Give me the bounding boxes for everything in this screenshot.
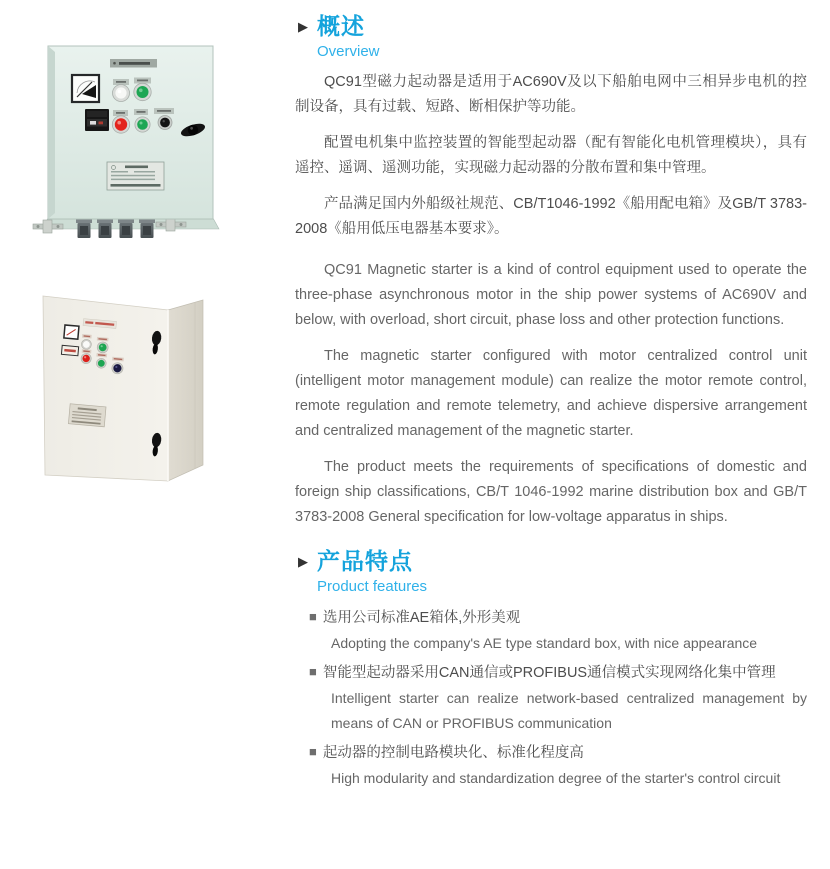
feature-item	[309, 660, 807, 736]
warning-label	[61, 345, 78, 355]
overview-title-en: Overview	[317, 43, 380, 60]
green-pushbutton-2	[135, 117, 150, 132]
feature-label-zh: 选用公司标准AE箱体,外形美观	[322, 610, 521, 626]
feature-label-zh: 智能型起动器采用CAN通信或PROFIBUS通信模式实现网络化集中管理	[322, 665, 776, 681]
feature-text-en: High modularity and standardization degree of the starter's control circuit	[331, 770, 781, 786]
feature-text-en: Intelligent starter can realize network-based centralized management by means of CAN or PROFIBUS communication	[331, 690, 807, 731]
feature-item	[309, 605, 807, 656]
features-section	[295, 547, 807, 791]
ammeter	[64, 325, 79, 339]
ammeter	[72, 75, 99, 102]
overview-paragraph-zh-2: 配置电机集中监控装置的智能型起动器（配有智能化电机管理模块），具有遥控、遥调、遥测功能，实现磁力起动器的分散布置和集中管理。	[295, 135, 807, 176]
nameplate	[68, 404, 106, 427]
feature-label-zh: 起动器的控制电路模块化、标准化程度高	[322, 745, 584, 761]
triangle-marker-icon: ▶	[298, 554, 308, 569]
overview-paragraph-zh-1: QC91型磁力起动器是适用于AC690V及以下船舶电网中三相异步电机的控制设备，具有过载、短路、断相保护等功能。	[295, 74, 807, 115]
white-pushbutton	[113, 85, 130, 102]
green-pushbutton	[134, 83, 151, 100]
overview-paragraph-en-2: The magnetic starter configured with motor centralized control unit (intelligent motor management module) can realize the motor remote control, remote regulation and remote telemetry, and achieve dispersive arrangement and centralized management of the magnetic starter.	[295, 348, 807, 439]
square-bullet-icon: ■	[309, 664, 317, 679]
product-photo-angled-view	[35, 285, 235, 490]
overview-section	[295, 12, 807, 530]
triangle-marker-icon: ▶	[298, 19, 308, 34]
overview-header	[298, 12, 807, 61]
square-bullet-icon: ■	[309, 744, 317, 759]
features-header	[298, 547, 807, 596]
overview-body	[295, 70, 807, 530]
features-list	[309, 605, 807, 791]
content-column	[295, 12, 807, 795]
cabinet-top-label	[110, 59, 157, 68]
product-photo-front-view	[30, 40, 250, 252]
feature-item	[309, 740, 807, 791]
red-pushbutton	[112, 116, 129, 133]
square-bullet-icon: ■	[309, 609, 317, 624]
breaker-device	[85, 109, 109, 131]
feature-text-zh	[309, 740, 807, 766]
feature-text-zh	[309, 605, 807, 631]
black-pushbutton	[158, 116, 172, 130]
overview-paragraph-en-3: The product meets the requirements of specifications of domestic and foreign ship classifications, CB/T 1046-1992 marine distribution box and GB/T 3783-2008 General specification for low-voltage apparatus in ships.	[295, 459, 807, 525]
features-title-en: Product features	[317, 578, 428, 595]
feature-text-zh	[309, 660, 807, 686]
overview-paragraph-en-1: QC91 Magnetic starter is a kind of control equipment used to operate the three-phase asynchronous motor in the ship power systems of AC690V and below, with overload, short circuit, phase loss and other protection functions.	[295, 262, 807, 328]
overview-title-zh: 概述	[317, 13, 365, 39]
features-title-zh: 产品特点	[317, 548, 413, 574]
feature-text-en: Adopting the company's AE type standard box, with nice appearance	[331, 635, 758, 651]
nameplate	[107, 162, 164, 190]
overview-paragraph-zh-3: 产品满足国内外船级社规范、CB/T1046-1992《船用配电箱》及GB/T 3783-2008《船用低压电器基本要求》。	[295, 196, 807, 237]
